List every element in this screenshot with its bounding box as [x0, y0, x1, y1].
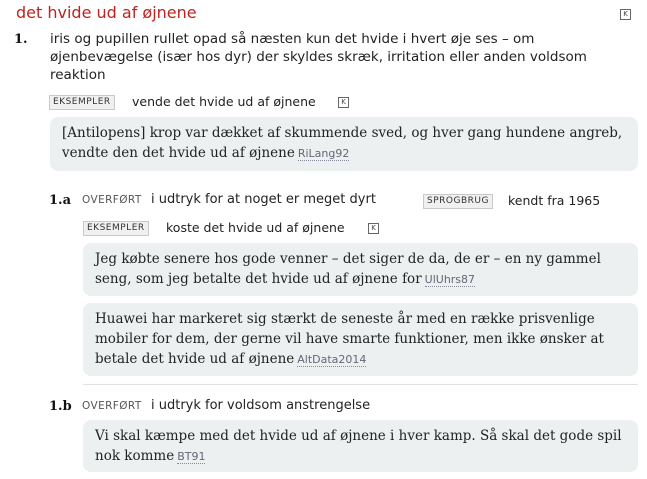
register-label: OVERFØRT — [82, 400, 142, 412]
sense-1-definition: iris og pupillen rullet opad så næsten kun det hvide i hvert øje ses – om øjenbevægelse (især hos dyr) der skyldes skræk, irritation eller anden voldsom reaktion — [50, 31, 587, 83]
quote-source[interactable]: BT91 — [177, 450, 206, 463]
section-divider — [83, 384, 638, 385]
sense-1b-definition: i udtryk for voldsom anstrengelse — [151, 398, 371, 413]
example-phrase: vende det hvide ud af øjnene — [132, 94, 316, 109]
sense-number-1: 1. — [14, 32, 28, 47]
sense-number-1b: 1.b — [49, 399, 72, 414]
quote-box — [83, 303, 638, 376]
examples-badge: EKSEMPLER — [49, 95, 115, 110]
known-from: kendt fra 1965 — [508, 193, 601, 208]
quote-box — [83, 420, 638, 472]
usage-badge: SPROGBRUG — [423, 194, 493, 209]
k-icon[interactable]: K — [620, 9, 631, 20]
sense-1a-definition: i udtryk for at noget er meget dyrt — [151, 192, 376, 207]
sense-number-1a: 1.a — [49, 193, 71, 208]
quote-text: [Antilopens] krop var dækket af skummende sved, og hver gang hundene angreb, vendte den det hvide ud af øjnene — [62, 125, 623, 161]
examples-badge: EKSEMPLER — [83, 221, 149, 236]
quote-text: Vi skal kæmpe med det hvide ud af øjnene i hver kamp. Så skal det gode spil nok komme — [95, 428, 622, 464]
k-icon[interactable]: K — [338, 97, 349, 108]
quote-source[interactable]: RiLang92 — [297, 147, 350, 160]
register-label: OVERFØRT — [82, 194, 142, 206]
entry-title: det hvide ud af øjnene — [16, 3, 197, 22]
quote-box — [50, 117, 638, 171]
quote-box — [83, 243, 638, 296]
k-icon[interactable]: K — [368, 223, 379, 234]
quote-text: Jeg købte senere hos gode venner – det siger de da, de er – en ny gammel seng, som jeg betalte det hvide ud af øjnene for — [95, 251, 601, 287]
example-phrase: koste det hvide ud af øjnene — [166, 220, 345, 235]
quote-source[interactable]: AltData2014 — [297, 353, 367, 366]
quote-text: Huawei har markeret sig stærkt de seneste år med en række prisvenlige mobiler for dem, der gerne vil have smarte funktioner, men ikke ønsker at betale det hvide ud af øjnene — [95, 311, 604, 367]
quote-source[interactable]: UlUhrs87 — [424, 273, 476, 286]
